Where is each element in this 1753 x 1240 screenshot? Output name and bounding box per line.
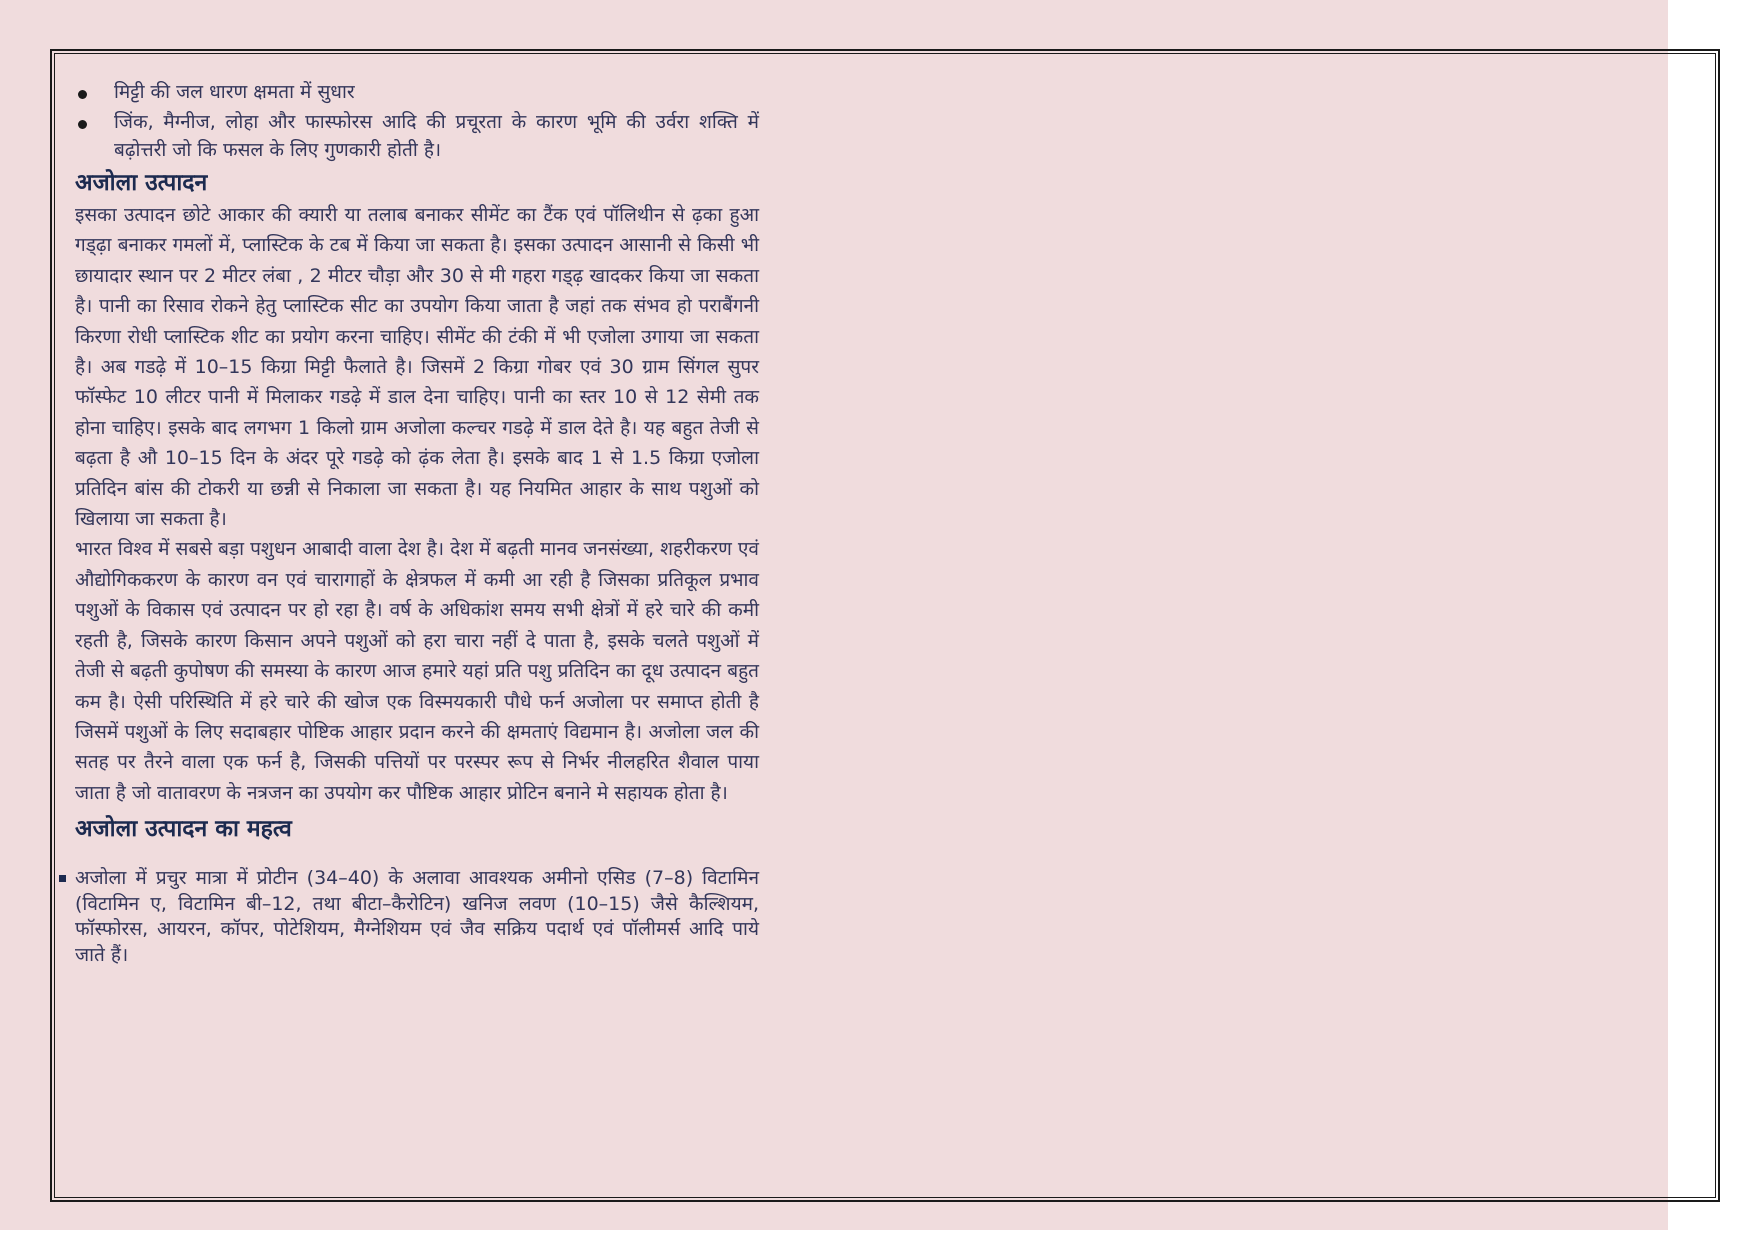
document-content [75, 78, 759, 968]
section-heading-azolla-production: अजोला उत्पादन [75, 170, 208, 196]
list-item [75, 78, 759, 106]
bullet-dot-icon [78, 90, 87, 99]
importance-list-item [75, 866, 759, 968]
bullet-dot-icon [78, 120, 87, 129]
livestock-paragraph: भारत विश्व में सबसे बड़ा पशुधन आबादी वाला देश है। देश में बढ़ती मानव जनसंख्या, शहरीकरण एवं औद्योगिककरण के कारण वन एवं चारागाहों के क्षेत्रफल में कमी आ रही है जिसका प्रतिकूल प्रभाव पशुओं के विकास एवं उत्पादन पर हो रहा है। वर्ष के अधिकांश समय सभी क्षेत्रों में हरे चारे की कमी रहती है, जिसके कारण किसान अपने पशुओं को हरा चारा नहीं दे पाता है, इसके चलते पशुओं में तेजी से बढ़ती कुपोषण की समस्या के कारण आज हमारे यहां प्रति पशु प्रतिदिन का दूध उत्पादन बहुत कम है। ऐसी परिस्थिति में हरे चारे की खोज एक विस्मयकारी पौधे फर्न अजोला पर समाप्त होती है जिसमें पशुओं के लिए सदाबहार पोष्टिक आहार प्रदान करने की क्षमताएं विद्यमान है। अजोला जल की सतह पर तैरने वाला एक फर्न है, जिसकी पत्तियों पर परस्पर रूप से निर्भर नीलहरित शैवाल पाया जाता है जो वातावरण के नत्रजन का उपयोग कर पौष्टिक आहार प्रोटिन बनाने मे सहायक होता है। [75, 538, 759, 804]
benefits-list [75, 78, 759, 164]
production-paragraph: इसका उत्पादन छोटे आकार की क्यारी या तलाब बनाकर सीमेंट का टैंक एवं पॉलिथीन से ढ़का हुआ गड्ढ़ा बनाकर गमलों में, प्लास्टिक के टब में किया जा सकता है। इसका उत्पादन आसानी से किसी भी छायादार स्थान पर 2 मीटर लंबा , 2 मीटर चौड़ा और 30 से मी गहरा गड्ढ़ खादकर किया जा सकता है। पानी का रिसाव रोकने हेतु प्लास्टिक सीट का उपयोग किया जाता है जहां तक संभव हो पराबैंगनी किरणा रोधी प्लास्टिक शीट का प्रयोग करना चाहिए। सीमेंट की टंकी में भी एजोला उगाया जा सकता है। अब गडढ़े में 10–15 किग्रा मिट्टी फैलाते है। जिसमें 2 किग्रा गोबर एवं 30 ग्राम सिंगल सुपर फॉस्फेट 10 लीटर पानी में मिलाकर गडढ़े में डाल देना चाहिए। पानी का स्तर 10 से 12 सेमी तक होना चाहिए। इसके बाद लगभग 1 किलो ग्राम अजोला कल्चर गडढ़े में डाल देते है। यह बहुत तेजी से बढ़ता है औ 10–15 दिन के अंदर पूरे गडढ़े को ढ़ंक लेता है। इसके बाद 1 से 1.5 किग्रा एजोला प्रतिदिन बांस की टोकरी या छन्नी से निकाला जा सकता है। यह नियमित आहार के साथ पशुओं को खिलाया जा सकता है। [75, 204, 759, 531]
section-heading-azolla-importance: अजोला उत्पादन का महत्व [75, 816, 292, 843]
list-item-text: मिट्टी की जल धारण क्षमता में सुधार [114, 81, 355, 103]
list-item-text: जिंक, मैग्नीज, लोहा और फास्फोरस आदि की प्रचूरता के कारण भूमि की उर्वरा शक्ति में बढ़ोत्तरी जो कि फसल के लिए गुणकारी होती है। [114, 111, 759, 161]
square-bullet-icon [59, 875, 66, 882]
importance-item-text: अजोला में प्रचुर मात्रा में प्रोटीन (34–40) के अलावा आवश्यक अमीनो एसिड (7–8) विटामिन (विटामिन ए, विटामिन बी–12, तथा बीटा–कैरोटिन) खनिज लवण (10–15) जैसे कैल्शियम, फॉस्फोरस, आयरन, कॉपर, पोटेशियम, मैग्नेशियम एवं जैव सक्रिय पदार्थ एवं पॉलीमर्स आदि पाये जाते हैं। [75, 867, 759, 966]
list-item [75, 108, 759, 164]
